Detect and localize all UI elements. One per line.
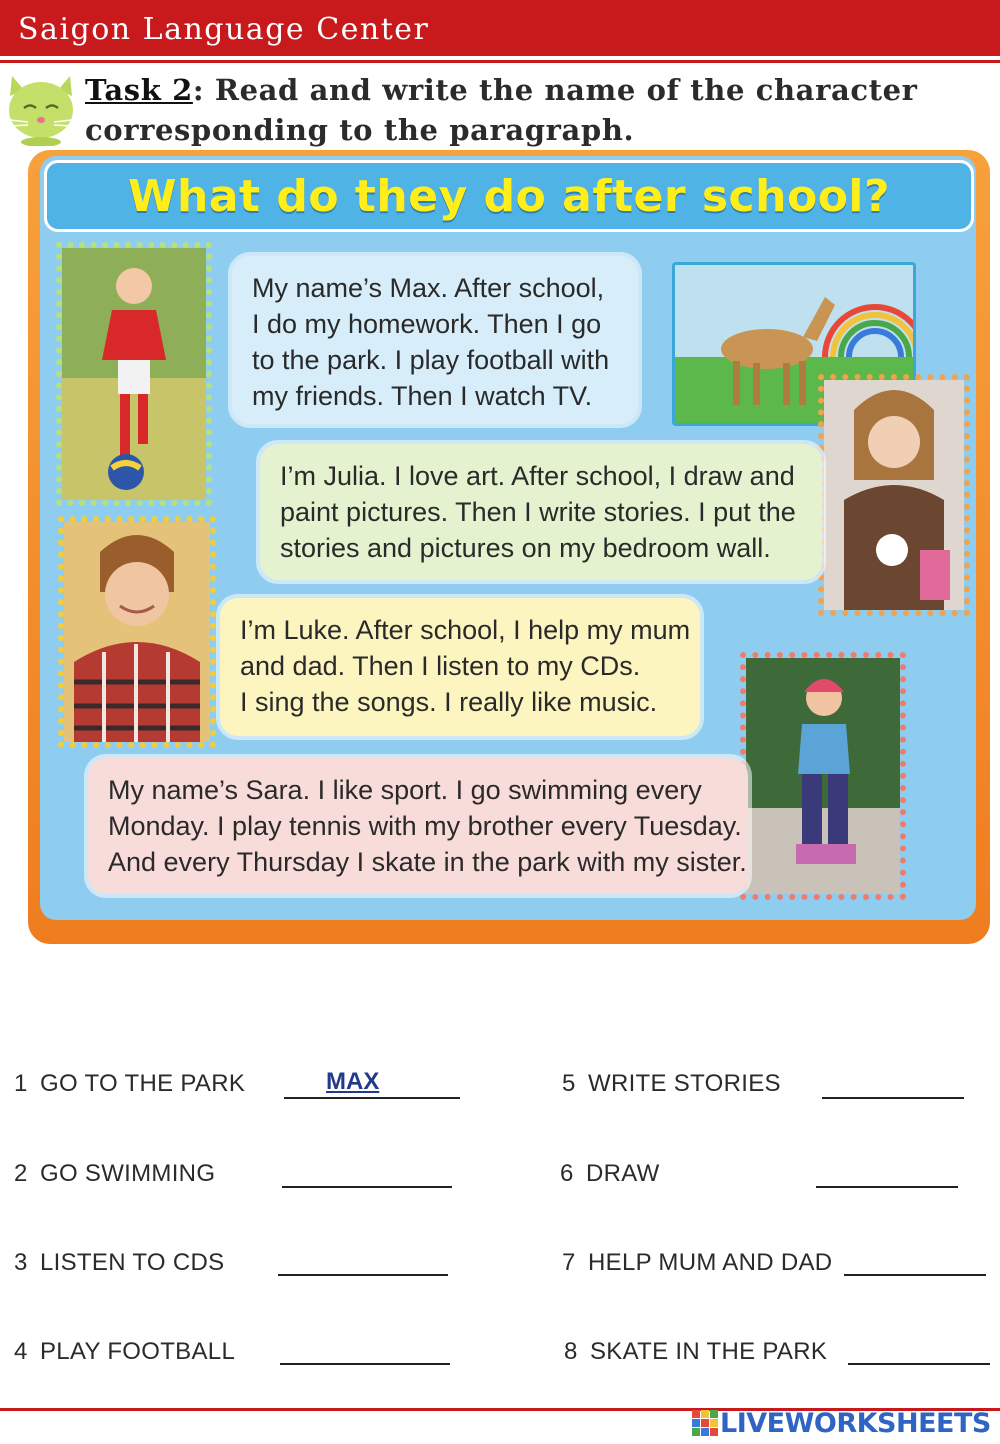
answer-text-1[interactable]: MAX [326,1068,380,1095]
task-heading [85,70,990,150]
liveworksheets-logo[interactable] [692,1406,992,1440]
item-text: GO SWIMMING [40,1160,216,1187]
item-number: 4 [14,1338,28,1365]
exercise-item-7 [562,1249,832,1277]
exercise-item-2 [14,1160,215,1188]
item-number: 2 [14,1160,28,1187]
luke-photo [58,516,216,748]
answer-blank-6[interactable] [816,1186,958,1188]
header-rule [0,60,1000,63]
item-text: DRAW [586,1160,660,1187]
panel-title-bar [44,160,974,232]
exercise-item-5 [562,1070,781,1098]
sara-paragraph [88,758,748,894]
liveworksheets-brand: LIVEWORKSHEETS [720,1407,991,1439]
item-text: HELP MUM AND DAD [588,1249,833,1276]
paragraph-line: My name’s Max. After school, [252,273,605,303]
exercise-item-6 [560,1160,660,1188]
header-title: Saigon Language Center [18,12,430,47]
exercise-item-3 [14,1249,224,1277]
task-instruction: : Read and write the name of the character corresponding to the paragraph. [85,73,918,147]
paragraph-line: I’m Luke. After school, I help my mum [240,615,691,645]
exercise-item-1 [14,1070,245,1098]
sara-photo [740,652,906,900]
item-number: 7 [562,1249,576,1276]
paragraph-line: Monday. I play tennis with my brother every Tuesday. [108,811,742,841]
paragraph-line: paint pictures. Then I write stories. I put the [280,497,796,527]
header-band [0,0,1000,56]
item-number: 1 [14,1070,28,1097]
answer-blank-1[interactable] [284,1097,460,1099]
paragraph-line: And every Thursday I skate in the park with my sister. [108,847,747,877]
exercise-item-4 [14,1338,235,1366]
julia-paragraph [260,444,822,580]
item-text: SKATE IN THE PARK [590,1338,828,1365]
answer-blank-2[interactable] [282,1186,452,1188]
paragraph-line: to the park. I play football with [252,345,610,375]
max-photo [56,242,212,506]
item-text: PLAY FOOTBALL [40,1338,236,1365]
paragraph-line: stories and pictures on my bedroom wall. [280,533,771,563]
julia-photo [818,374,970,616]
paragraph-line: I sing the songs. I really like music. [240,687,658,717]
paragraph-line: and dad. Then I listen to my CDs. [240,651,641,681]
answer-blank-4[interactable] [280,1363,450,1365]
item-number: 5 [562,1070,576,1097]
paragraph-line: I’m Julia. I love art. After school, I draw and [280,461,795,491]
item-text: GO TO THE PARK [40,1070,246,1097]
answer-blank-5[interactable] [822,1097,964,1099]
luke-paragraph [220,598,700,736]
paragraph-line: my friends. Then I watch TV. [252,381,593,411]
item-number: 8 [564,1338,578,1365]
max-paragraph [232,256,638,424]
task-label: Task 2 [85,73,193,107]
item-text: WRITE STORIES [588,1070,781,1097]
exercise-item-8 [564,1338,827,1366]
cat-icon [2,66,80,146]
item-text: LISTEN TO CDS [40,1249,225,1276]
item-number: 6 [560,1160,574,1187]
panel-title: What do they do after school? [127,170,891,222]
answer-blank-7[interactable] [844,1274,986,1276]
item-number: 3 [14,1249,28,1276]
answer-blank-3[interactable] [278,1274,448,1276]
paragraph-line: I do my homework. Then I go [252,309,602,339]
answer-blank-8[interactable] [848,1363,990,1365]
liveworksheets-logo-icon [692,1410,718,1436]
paragraph-line: My name’s Sara. I like sport. I go swimming every [108,775,702,805]
